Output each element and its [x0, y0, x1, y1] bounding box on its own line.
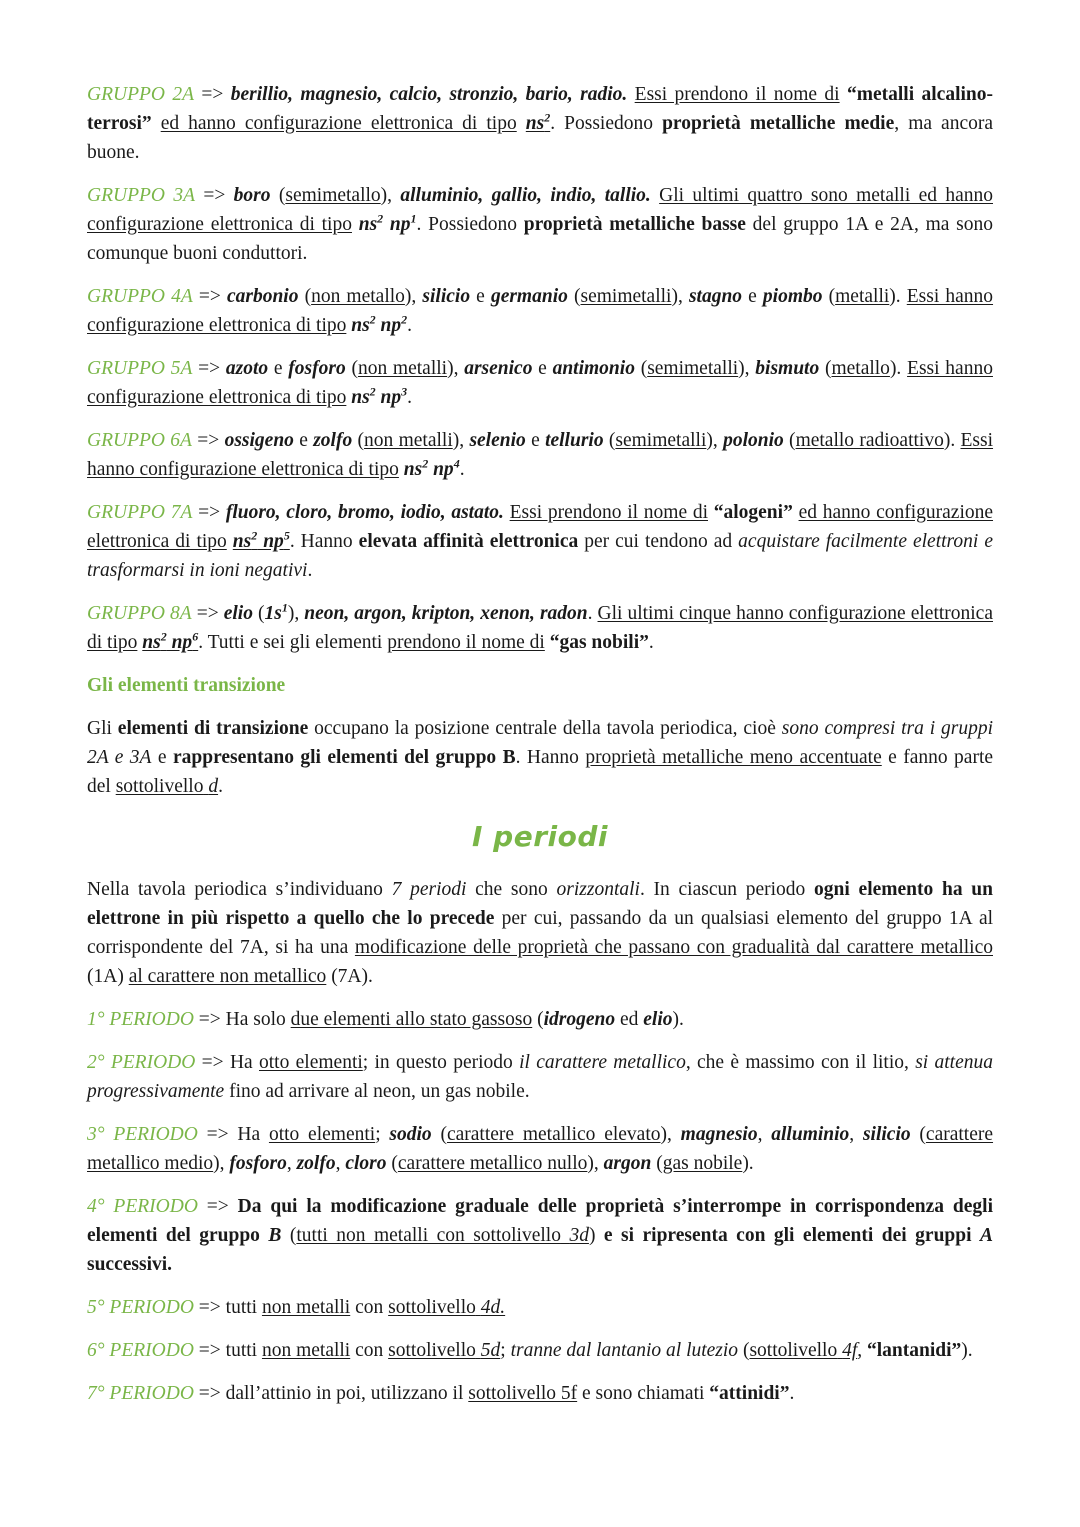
period-5-paragraph: 5° PERIODO => tutti non metalli con sottolivello 4d. [87, 1297, 506, 1318]
period-7-paragraph: 7° PERIODO => dall’attinio in poi, utilizzano il sottolivello 5f e sono chiamati “attinidi”. [87, 1383, 795, 1404]
group-label: GRUPPO 5A [87, 358, 193, 379]
transition-heading: Gli elementi transizione [87, 675, 286, 696]
group-8a-paragraph: GRUPPO 8A => elio $(1s^1)$, neon, argon, kripton, xenon, radon. Gli ultimi cinque hanno configurazione elettronica di tipo $ns^2$ $np^6$. Tutti e sei gli elementi prendono il nome di “gas nobili”. [87, 600, 993, 653]
period-2-paragraph: 2° PERIODO => Ha otto elementi; in questo periodo il carattere metallico, che è massimo con il litio, si attenua progressivamente fino ad arrivare al neon, un gas nobile. [87, 1052, 994, 1102]
group-label: GRUPPO 4A [87, 286, 193, 307]
periods-intro-paragraph: Nella tavola periodica s’individuano 7 periodi che sono orizzontali. In ciascun periodo ogni elemento ha un elettrone in più rispetto a quello che lo precede per cui, passando da un qualsiasi elemento del gruppo 1A al corrispondente del 7A, si ha una modificazione delle proprietà che passano con gradualità dal carattere metallico (1A) al carattere non metallico (7A). [87, 879, 994, 987]
group-4a-paragraph: GRUPPO 4A => carbonio (non metallo), silicio e germanio (semimetalli), stagno e piombo (metalli). Essi hanno configurazione elettronica di tipo $ns^2$ $np^2$. [87, 286, 994, 336]
group-5a-paragraph: GRUPPO 5A => azoto e fosforo (non metalli), arsenico e antimonio (semimetalli), bismuto (metallo). Essi hanno configurazione elettronica di tipo $ns^2$ $np^3$. [87, 358, 993, 408]
period-label: 4° PERIODO [87, 1196, 198, 1217]
period-label: 2° PERIODO [87, 1052, 196, 1073]
group-7a-paragraph: GRUPPO 7A => fluoro, cloro, bromo, iodio, astato. Essi prendono il nome di “alogeni” ed hanno configurazione elettronica di tipo $ns^2$ $np^5$. Hanno elevata affinità elettronica per cui tendono ad acquistare facilmente elettroni e trasformarsi in ioni negativi. [87, 502, 994, 581]
transition-paragraph: Gli elementi di transizione occupano la posizione centrale della tavola periodica, cioè sono compresi tra i gruppi 2A e 3A e rappresentano gli elementi del gruppo B. Hanno proprietà metalliche meno accentuate e fanno parte del sottolivello d. [87, 718, 994, 797]
document-page [87, 80, 993, 1422]
period-label: 1° PERIODO [87, 1009, 194, 1030]
period-label: 3° PERIODO [87, 1124, 198, 1145]
group-label: GRUPPO 7A [87, 502, 193, 523]
period-1-paragraph: 1° PERIODO => Ha solo due elementi allo stato gassoso (idrogeno ed elio). [87, 1009, 684, 1030]
group-2a-paragraph: GRUPPO 2A => berillio, magnesio, calcio, stronzio, bario, radio. Essi prendono il nome di “metalli alcalino-terrosi” ed hanno configurazione elettronica di tipo $ns^2$. Possiedono proprietà metalliche medie, ma ancora buone. [87, 84, 994, 163]
period-label: 6° PERIODO [87, 1340, 194, 1361]
group-3a-paragraph: GRUPPO 3A => boro (semimetallo), alluminio, gallio, indio, tallio. Gli ultimi quattro sono metalli ed hanno configurazione elettronica di tipo $ns^2$ $np^1$. Possiedono proprietà metalliche basse del gruppo 1A e 2A, ma sono comunque buoni conduttori. [87, 185, 993, 264]
period-4-paragraph: 4° PERIODO => Da qui la modificazione graduale delle proprietà s’interrompe in corrispondenza degli elementi del gruppo B (tutti non metalli con sottolivello 3d) e si ripresenta con gli elementi dei gruppi A successivi. [87, 1196, 994, 1275]
group-label: GRUPPO 6A [87, 430, 192, 451]
periods-title: I periodi [472, 820, 608, 853]
period-label: 7° PERIODO [87, 1383, 194, 1404]
group-6a-paragraph: GRUPPO 6A => ossigeno e zolfo (non metalli), selenio e tellurio (semimetalli), polonio (metallo radioattivo). Essi hanno configurazione elettronica di tipo $ns^2$ $np^4$. [87, 430, 994, 480]
group-label: GRUPPO 3A [87, 185, 195, 206]
period-6-paragraph: 6° PERIODO => tutti non metalli con sottolivello 5d; tranne dal lantanio al lutezio (sottolivello 4f, “lantanidi”). [87, 1340, 973, 1361]
period-label: 5° PERIODO [87, 1297, 194, 1318]
group-label: GRUPPO 8A [87, 603, 192, 624]
group-label: GRUPPO 2A [87, 84, 195, 105]
period-3-paragraph: 3° PERIODO => Ha otto elementi; sodio (carattere metallico elevato), magnesio, alluminio, silicio (carattere metallico medio), fosforo, zolfo, cloro (carattere metallico nullo), argon (gas nobile). [87, 1124, 994, 1174]
